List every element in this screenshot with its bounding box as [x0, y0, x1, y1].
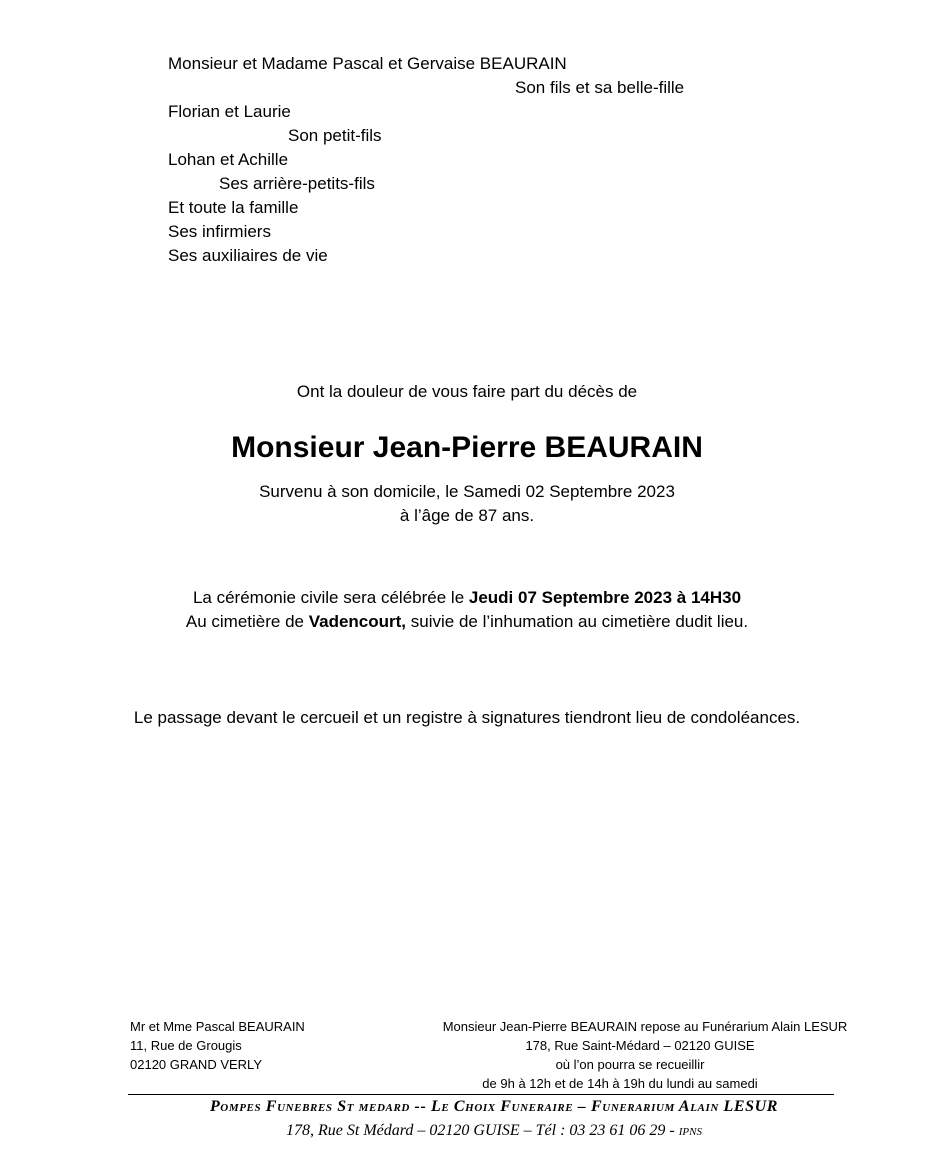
death-line: Survenu à son domicile, le Samedi 02 Septembre 2023 [259, 482, 675, 501]
family-aides: Ses auxiliaires de vie [168, 246, 328, 265]
condolences-note: Le passage devant le cercueil et un registre à signatures tiendront lieu de condoléances. [133, 708, 801, 727]
family-nurses: Ses infirmiers [168, 222, 271, 241]
contact-name: Mr et Mme Pascal BEAURAIN [130, 1019, 305, 1034]
footer-address: 178, Rue St Médard – 02120 GUISE – Tél : 03 23 61 06 29 - [286, 1122, 679, 1139]
ceremony-line-1 [0, 588, 934, 608]
footer-company: Pompes Funebres St medard -- Le Choix Funeraire – Funerarium Alain LESUR [209, 1098, 779, 1115]
contact-city: 02120 GRAND VERLY [130, 1057, 262, 1072]
announcement-intro: Ont la douleur de vous faire part du décès de [296, 382, 638, 401]
ceremony-line-2 [0, 612, 934, 632]
footer-divider [128, 1094, 834, 1095]
family-grandson: Florian et Laurie [168, 102, 291, 121]
funerarium-line-1: Monsieur Jean-Pierre BEAURAIN repose au Funérarium Alain LESUR [442, 1019, 848, 1034]
funerarium-line-2: 178, Rue Saint-Médard – 02120 GUISE [525, 1038, 755, 1053]
ceremony-line-1-text: La cérémonie civile sera célébrée le [192, 588, 469, 607]
funerarium-line-4: de 9h à 12h et de 14h à 19h du lundi au samedi [482, 1076, 758, 1091]
age-line: à l’âge de 87 ans. [399, 506, 535, 525]
deceased-name: Monsieur Jean-Pierre BEAURAIN [231, 431, 703, 464]
ceremony-place: Vadencourt, [308, 612, 407, 631]
ceremony-line-2-text: Au cimetière de [185, 612, 309, 631]
family-whole: Et toute la famille [168, 198, 299, 217]
ceremony-date: Jeudi 07 Septembre 2023 à 14H30 [468, 588, 742, 607]
footer-address-line [0, 1121, 934, 1142]
family-grandson-relation: Son petit-fils [288, 126, 382, 145]
family-parents-relation: Son fils et sa belle-fille [515, 78, 685, 97]
contact-street: 11, Rue de Grougis [130, 1038, 242, 1053]
family-parents: Monsieur et Madame Pascal et Gervaise BEAURAIN [168, 54, 567, 73]
family-great-grandsons-relation: Ses arrière-petits-fils [219, 174, 375, 193]
ceremony-line-2-suffix: suivie de l’inhumation au cimetière dudit lieu. [406, 612, 749, 631]
footer-tag: IPNS [678, 1126, 702, 1138]
funerarium-line-3: où l’on pourra se recueillir [555, 1057, 705, 1072]
family-great-grandsons: Lohan et Achille [168, 150, 289, 169]
